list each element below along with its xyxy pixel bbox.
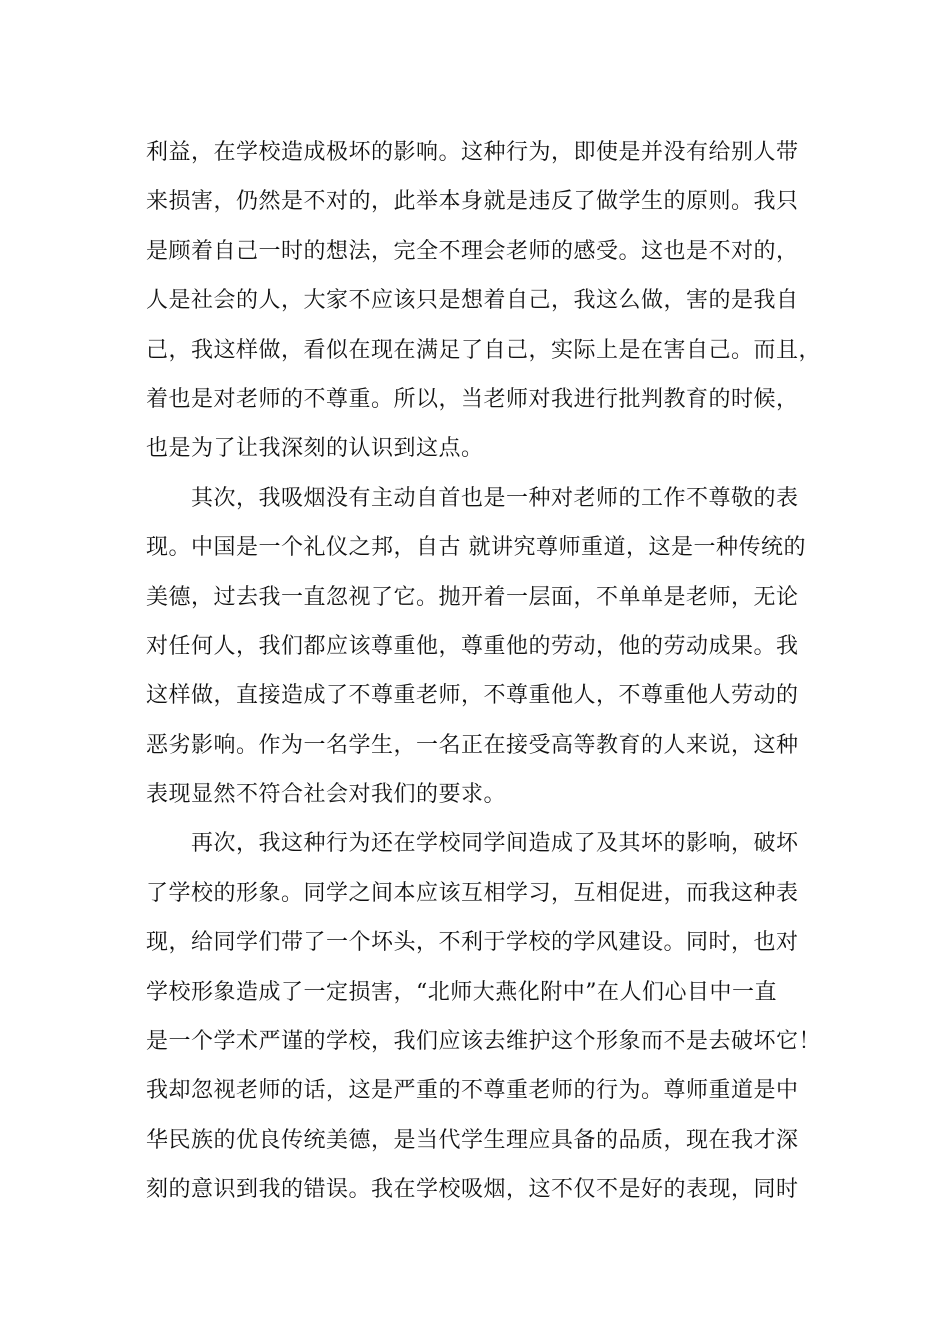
text-line: 美德，过去我一直忽视了它。抛开着一层面，不单单是老师，无论: [146, 584, 799, 610]
text-line: 华民族的优良传统美德，是当代学生理应具备的品质，现在我才深: [146, 1127, 799, 1153]
text-line: 这样做，直接造成了不尊重老师，不尊重他人，不尊重他人劳动的: [146, 683, 799, 709]
text-line: 也是为了让我深刻的认识到这点。: [146, 436, 484, 462]
text-line: 其次，我吸烟没有主动自首也是一种对老师的工作不尊敬的表: [146, 485, 799, 511]
text-line: 表现显然不符合社会对我们的要求。: [146, 782, 507, 808]
text-line: 己，我这样做，看似在现在满足了自己，实际上是在害自己。而且，: [146, 337, 822, 363]
text-line: 现。中国是一个礼仪之邦，自古 就讲究尊师重道，这是一种传统的: [146, 535, 806, 561]
text-line: 对任何人，我们都应该尊重他，尊重他的劳动，他的劳动成果。我: [146, 633, 799, 659]
text-line: 刻的意识到我的错误。我在学校吸烟，这不仅不是好的表现，同时: [146, 1177, 799, 1203]
text-line: 是顾着自己一时的想法，完全不理会老师的感受。这也是不对的，: [146, 238, 799, 264]
text-line: 来损害，仍然是不对的，此举本身就是违反了做学生的原则。我只: [146, 189, 799, 215]
text-line: 我却忽视老师的话，这是严重的不尊重老师的行为。尊师重道是中: [146, 1078, 799, 1104]
text-line: 再次，我这种行为还在学校同学间造成了及其坏的影响，破坏: [146, 831, 799, 857]
text-line: 是一个学术严谨的学校，我们应该去维护这个形象而不是去破坏它！: [146, 1029, 822, 1055]
text-line: 着也是对老师的不尊重。所以，当老师对我进行批判教育的时候，: [146, 386, 799, 412]
document-body: [146, 128, 826, 1215]
text-line: 恶劣影响。作为一名学生，一名正在接受高等教育的人来说，这种: [146, 732, 799, 758]
text-line: 利益，在学校造成极坏的影响。这种行为，即使是并没有给别人带: [146, 140, 799, 165]
text-line: 了学校的形象。同学之间本应该互相学习，互相促进，而我这种表: [146, 880, 799, 906]
text-line: 现，给同学们带了一个坏头，不利于学校的学风建设。同时，也对: [146, 930, 799, 956]
text-line: 人是社会的人，大家不应该只是想着自己，我这么做，害的是我自: [146, 288, 799, 314]
text-line: 学校形象造成了一定损害，“北师大燕化附中”在人们心目中一直: [146, 979, 777, 1005]
